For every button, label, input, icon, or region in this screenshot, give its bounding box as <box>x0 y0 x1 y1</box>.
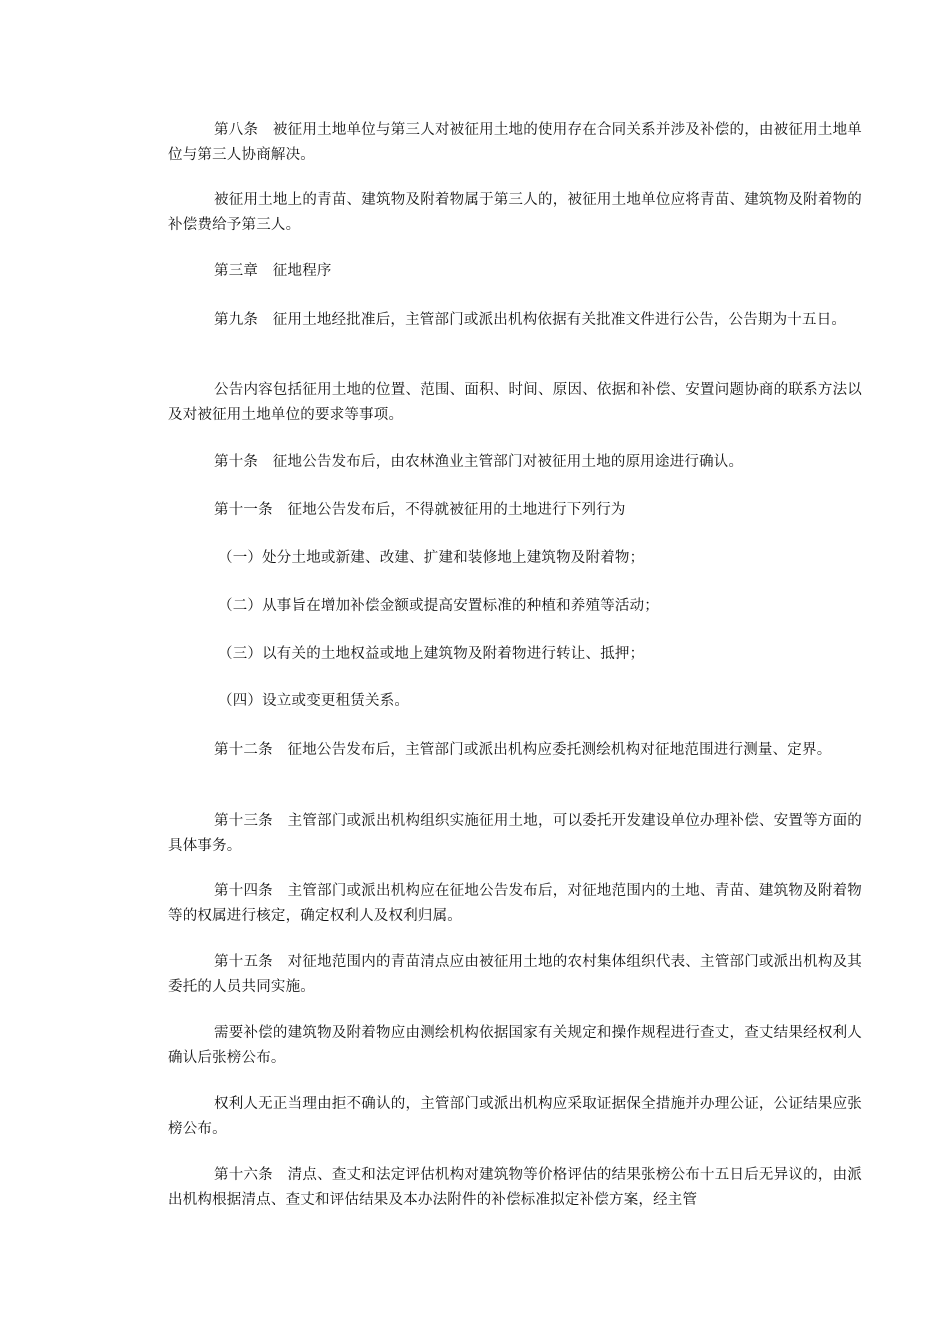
paragraph-article-8: 第八条 被征用土地单位与第三人对被征用土地的使用存在合同关系并涉及补偿的，由被征用土地单位与第三人协商解决。 <box>168 122 862 163</box>
chapter-heading: 第三章 征地程序 <box>214 263 332 279</box>
paragraph-notice-content: 公告内容包括征用土地的位置、范围、面积、时间、原因、依据和补偿、安置问题协商的联系方法以及对被征用土地单位的要求等事项。 <box>168 382 862 423</box>
paragraph-article-11: 第十一条 征地公告发布后，不得就被征用的土地进行下列行为 <box>214 502 626 518</box>
list-item-2: （二）从事旨在增加补偿金额或提高安置标准的种植和养殖等活动； <box>218 598 659 614</box>
list-item-3: （三）以有关的土地权益或地上建筑物及附着物进行转让、抵押； <box>218 646 645 662</box>
paragraph-third-party-compensation: 被征用土地上的青苗、建筑物及附着物属于第三人的，被征用土地单位应将青苗、建筑物及附着物的补偿费给予第三人。 <box>168 192 862 233</box>
paragraph-article-15: 第十五条 对征地范围内的青苗清点应由被征用土地的农村集体组织代表、主管部门或派出机构及其委托的人员共同实施。 <box>168 954 862 995</box>
paragraph-article-14: 第十四条 主管部门或派出机构应在征地公告发布后，对征地范围内的土地、青苗、建筑物及附着物等的权属进行核定，确定权利人及权利归属。 <box>168 883 862 924</box>
paragraph-article-9: 第九条 征用土地经批准后，主管部门或派出机构依据有关批准文件进行公告，公告期为十五日。 <box>214 312 847 328</box>
paragraph-evidence-preservation: 权利人无正当理由拒不确认的，主管部门或派出机构应采取证据保全措施并办理公证，公证结果应张榜公布。 <box>168 1096 862 1137</box>
list-item-1: （一）处分土地或新建、改建、扩建和装修地上建筑物及附着物； <box>218 550 645 566</box>
paragraph-building-survey: 需要补偿的建筑物及附着物应由测绘机构依据国家有关规定和操作规程进行查丈，查丈结果经权利人确认后张榜公布。 <box>168 1025 862 1066</box>
paragraph-article-10: 第十条 征地公告发布后，由农林渔业主管部门对被征用土地的原用途进行确认。 <box>214 454 744 470</box>
paragraph-article-13: 第十三条 主管部门或派出机构组织实施征用土地，可以委托开发建设单位办理补偿、安置等方面的具体事务。 <box>168 813 862 854</box>
paragraph-article-16: 第十六条 清点、查丈和法定评估机构对建筑物等价格评估的结果张榜公布十五日后无异议的，由派出机构根据清点、查丈和评估结果及本办法附件的补偿标准拟定补偿方案，经主管 <box>168 1167 862 1208</box>
paragraph-article-12: 第十二条 征地公告发布后，主管部门或派出机构应委托测绘机构对征地范围进行测量、定界。 <box>214 742 832 758</box>
list-item-4: （四）设立或变更租赁关系。 <box>218 693 410 709</box>
